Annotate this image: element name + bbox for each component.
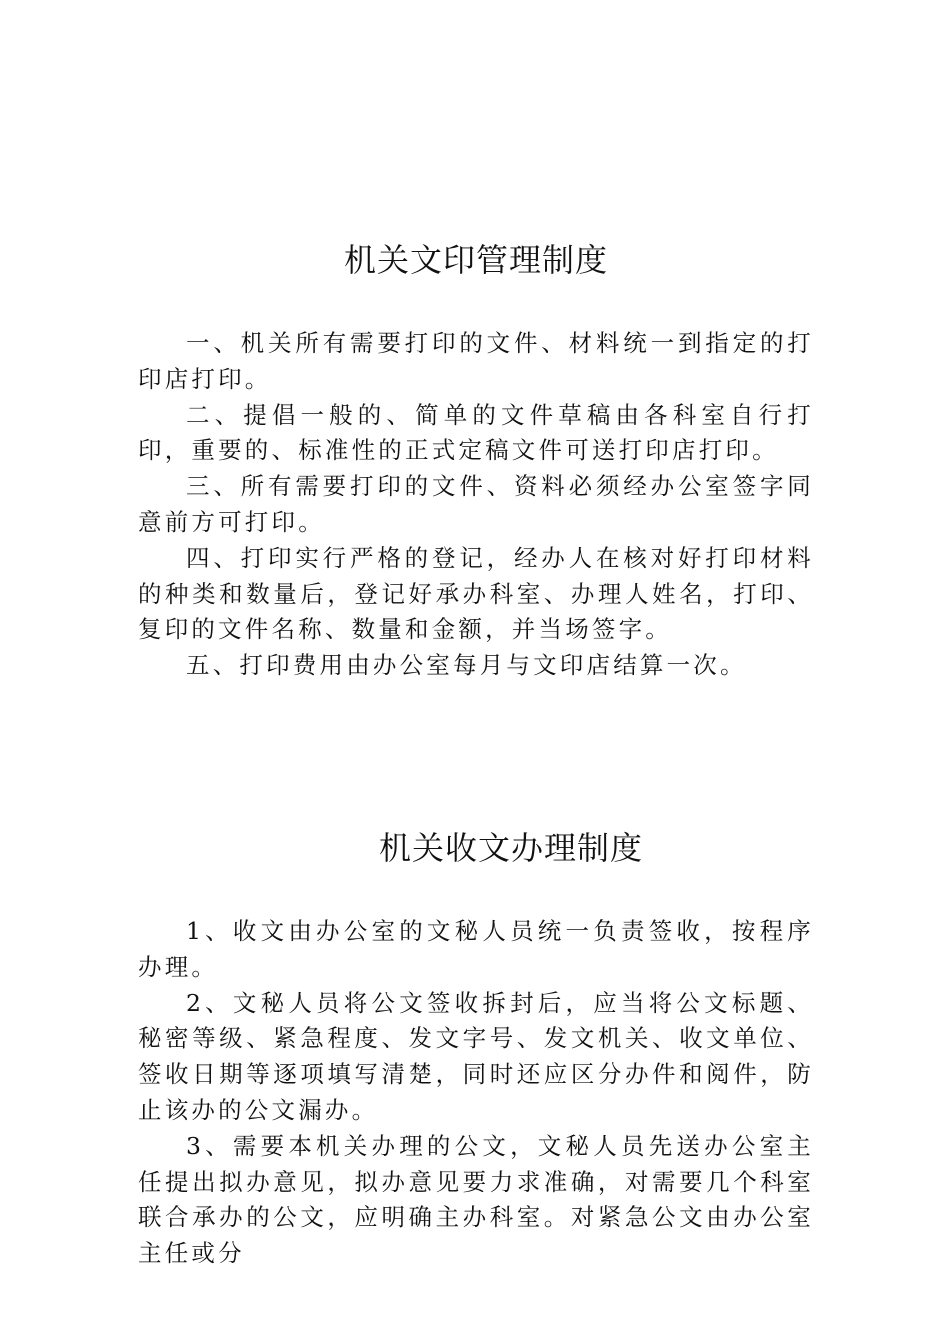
paragraph: 五、打印费用由办公室每月与文印店结算一次。 — [186, 651, 747, 680]
paragraph: 三、所有需要打印的文件、资料必须经办公室签字同意前方可打印。 — [138, 472, 814, 536]
paragraph: 一、机关所有需要打印的文件、材料统一到指定的打印店打印。 — [138, 329, 814, 393]
paragraph: 二、提倡一般的、简单的文件草稿由各科室自行打印，重要的、标准性的正式定稿文件可送打印店打印。 — [138, 400, 814, 465]
paragraph: 2、文秘人员将公文签收拆封后，应当将公文标题、秘密等级、紧急程度、发文字号、发文机关、收文单位、签收日期等逐项填写清楚，同时还应区分办件和阅件，防止该办的公文漏办。 — [138, 988, 814, 1124]
paragraph: 四、打印实行严格的登记，经办人在核对好打印材料的种类和数量后，登记好承办科室、办理人姓名，打印、复印的文件名称、数量和金额，并当场签字。 — [138, 543, 814, 644]
incoming-document-section — [138, 822, 814, 1272]
paragraph: 3、需要本机关办理的公文，文秘人员先送办公室主任提出拟办意见，拟办意见要力求准确，对需要几个科室联合承办的公文，应明确主办科室。对紧急公文由办公室主任或分 — [138, 1131, 814, 1268]
doc-title: 机关文印管理制度 — [343, 241, 608, 279]
doc-title: 机关收文办理制度 — [378, 829, 643, 867]
print-management-section — [138, 234, 814, 684]
paragraph: 1、收文由办公室的文秘人员统一负责签收，按程序办理。 — [138, 917, 814, 981]
